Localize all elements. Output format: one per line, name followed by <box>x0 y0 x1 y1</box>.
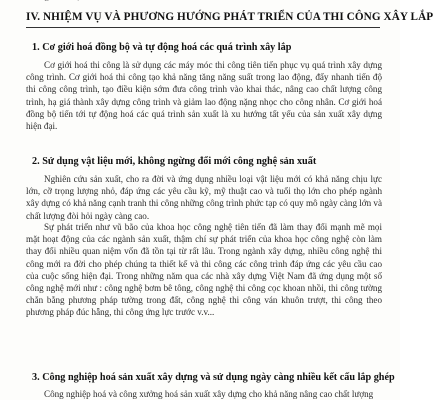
section-3-title: 3. Công nghiệp hoá sản xuất xây dựng và sử dụng ngày càng nhiều kết cấu lắp ghép <box>32 372 395 383</box>
section-1-title: 1. Cơ giới hoá đồng bộ và tự động hoá các quá trình xây lắp <box>32 42 292 53</box>
section-2-paragraph-1: Nghiên cứu sản xuất, cho ra đời và ứng dụng nhiều loại vật liệu mới có khả năng chịu lực lớn, cỡ trọng lượng nhỏ, đáp ứng các yêu cầu kỹ, mỹ thuật cao và tuổi thọ lớn cho phép ngành xây dựng có khả năng cạnh tranh thi công những công trình phức tạp có quy mô ngày càng lớn và chất lượng đòi hỏi ngày càng cao. <box>26 174 382 221</box>
section-2-title: 2. Sử dụng vật liệu mới, không ngừng đổi mới công nghệ sản xuất <box>32 156 317 167</box>
section-2-paragraph-2: Sự phát triển như vũ bão của khoa học công nghệ tiên tiến đã làm thay đổi mạnh mẽ mọi mặt hoạt động của các ngành sản xuất, thậm chí sự phát triển của khoa học công nghệ còn làm thay đổi nhiều quan niệm vốn đã tồn tại từ rất lâu. Trong ngành xây dựng, nhiều công nghệ thi công mới ra đời cho phép chúng ta thiết kế và thi công các công trình đáp ứng các yêu cầu cao của cuộc sống hiện đại. Trong những năm qua các nhà xây dựng Việt Nam đã ứng dụng một số công nghệ mới như : công nghệ bơm bê tông, công nghệ thi công cọc khoan nhồi, thi công tường chắn bằng phương pháp tường trong đất, công nghệ thi công ván khuôn trượt, thi công theo phương pháp đúc hẫng, thi công ứng lực trước v.v... <box>26 222 382 318</box>
section-3-paragraph-1: Công nghiệp hoá và công xưởng hoá sản xuất xây dựng cho khả năng nâng cao chất lượng <box>44 389 374 399</box>
previous-page-text-fragment <box>26 0 88 2</box>
section-1-paragraph-1: Cơ giới hoá thi công là sử dụng các máy móc thi công tiên tiến phục vụ quá trình xây dựng công trình. Cơ giới hoá thi công tạo khả năng tăng năng suất trong lao động, đẩy nhanh tiến độ thi công công trình, tạo điều kiện sớm đưa công trình vào khai thác, nâng cao chất lượng công trình, hạ giá thành xây dựng công trình và giảm lao động nặng nhọc cho công nhân. Cơ giới hoá đồng bộ tiến tới tự động hoá các quá trình sản xuất là xu hướng tất yếu của sản xuất xây dựng hiện đại. <box>26 60 382 132</box>
heading-underline <box>26 27 380 28</box>
chapter-heading: IV. NHIỆM VỤ VÀ PHƯƠNG HƯỚNG PHÁT TRIỂN CỦA THI CÔNG XÂY LẮP <box>26 11 433 23</box>
